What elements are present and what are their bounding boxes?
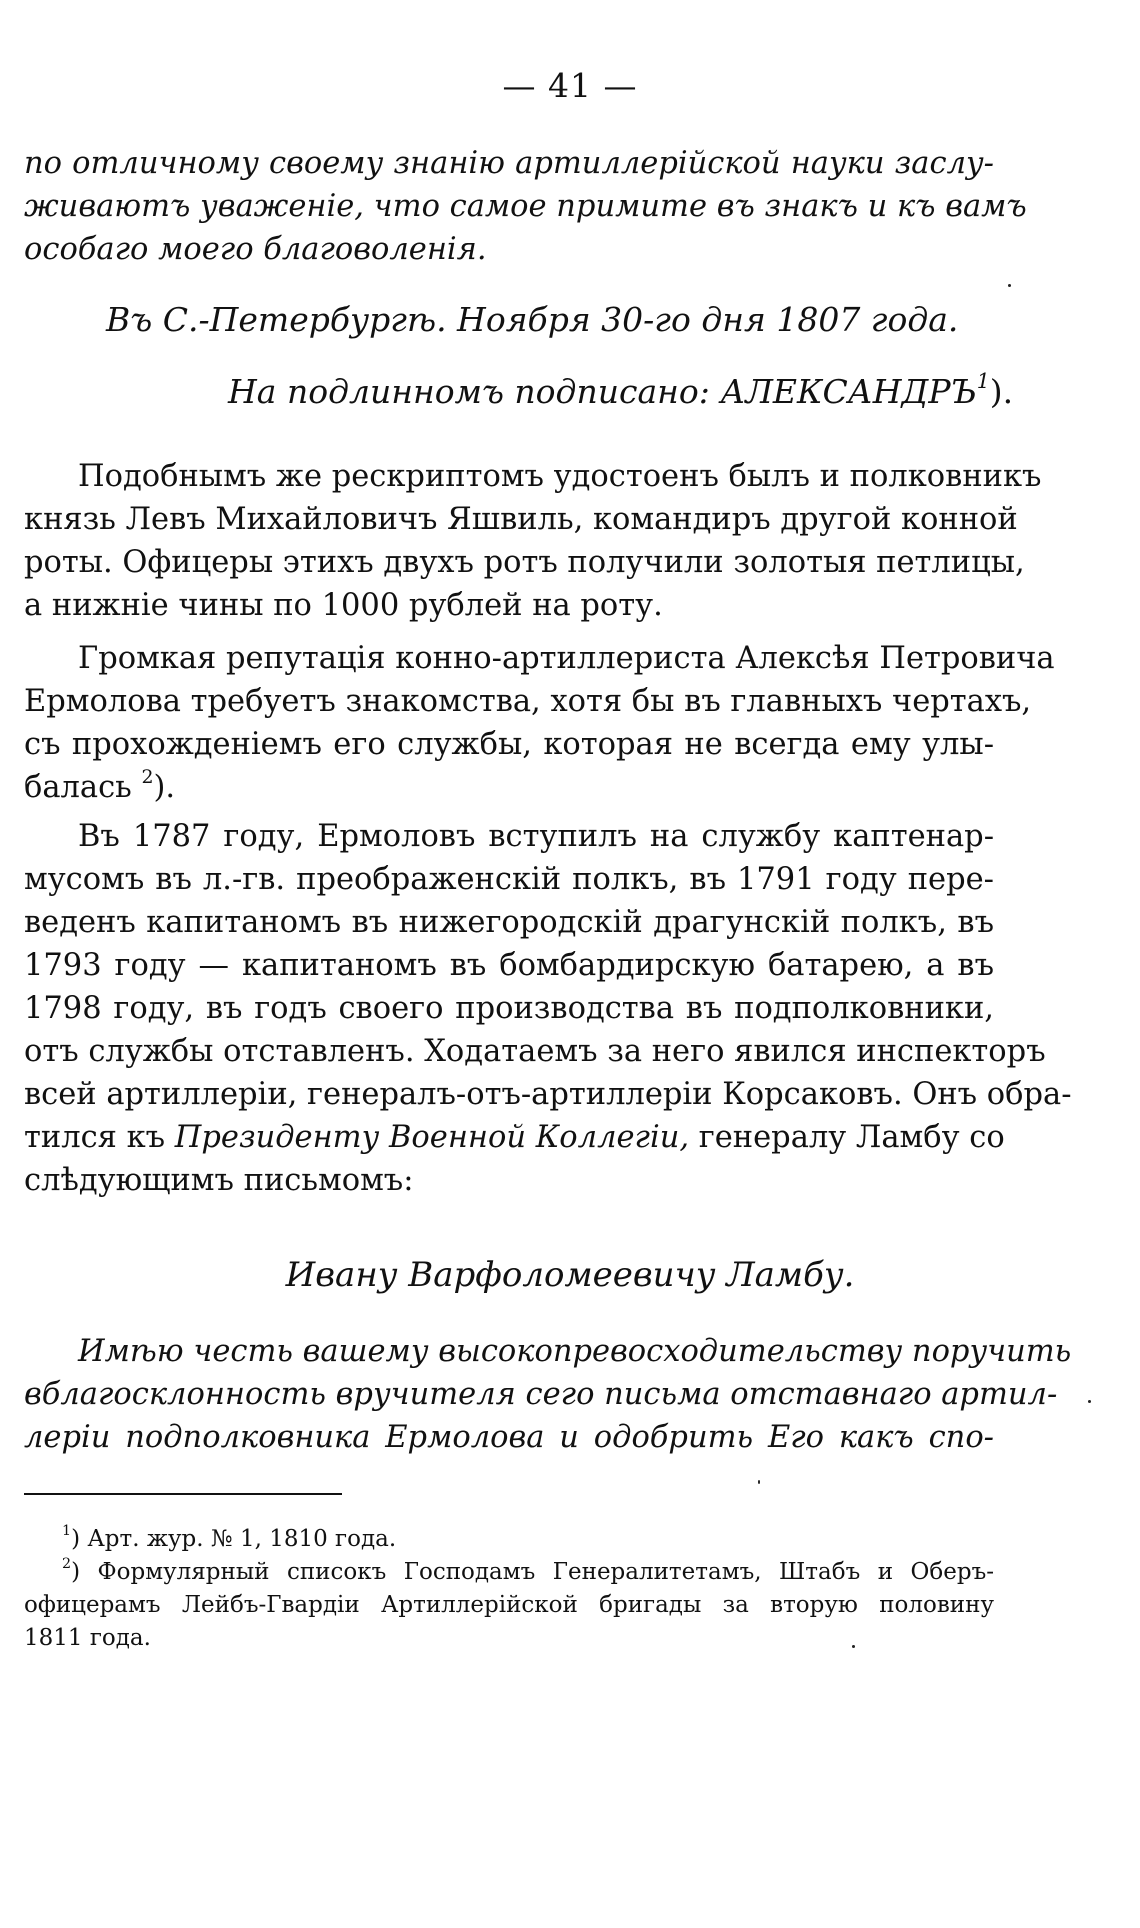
- paragraph-2: [24, 637, 1055, 809]
- letter-start: [24, 1330, 1072, 1459]
- text-fragment: генералу Ламбу со: [689, 1120, 1005, 1155]
- text-line: князь Левъ Михайловичъ Яшвиль, командиръ другой конной: [24, 502, 1018, 537]
- text-line: а нижніе чины по 1000 рублей на роту.: [24, 588, 663, 623]
- paragraph-1: [24, 455, 1042, 627]
- text-line: Громкая репутація конно-артиллериста Алексѣя Петровича: [78, 641, 1055, 676]
- footnote-ref: 2: [141, 766, 154, 789]
- text-line: [24, 766, 994, 809]
- signature-closing: ).: [989, 372, 1014, 411]
- footnote-2: [24, 1556, 994, 1589]
- text-fragment: балась: [24, 770, 132, 805]
- emphasis-text: Президенту Военной Коллегіи,: [174, 1120, 690, 1155]
- signature-text: На подлинномъ подписано: АЛЕКСАНДРЪ: [228, 372, 977, 411]
- text-line: леріи подполковника Ермолова и одобрить Его какъ спо-: [24, 1420, 994, 1455]
- text-line: Въ 1787 году, Ермоловъ вступилъ на службу каптенар-: [78, 819, 994, 854]
- text-line: слѣдующимъ письмомъ:: [24, 1163, 414, 1198]
- text-line: 1811 года.: [24, 1625, 151, 1651]
- footnote-1: [24, 1523, 994, 1556]
- text-line: вблагосклонность вручителя сего письма отставнаго артил-: [24, 1377, 1058, 1412]
- text-line: всей артиллеріи, генералъ-отъ-артиллеріи Корсаковъ. Онъ обра-: [24, 1077, 1072, 1112]
- text-line: веденъ капитаномъ въ нижегородскій драгунскій полкъ, въ: [24, 905, 994, 940]
- scan-speck: [1088, 1400, 1091, 1403]
- footnote-mark: 2: [62, 1556, 72, 1573]
- text-line: офицерамъ Лейбъ-Гвардіи Артиллерійской бригады за вторую половину: [24, 1592, 994, 1618]
- text-line: особаго моего благоволенія.: [24, 232, 487, 267]
- text-line: [24, 1116, 1005, 1159]
- text-line: живаютъ уваженіе, что самое примите въ знакъ и къ вамъ: [24, 189, 1027, 224]
- text-line: отъ службы отставленъ. Ходатаемъ за него явился инспекторъ: [24, 1034, 1046, 1069]
- letter-continuation: [24, 142, 1027, 271]
- signature-line: [228, 368, 1014, 411]
- text-line: 1793 году — капитаномъ въ бомбардирскую батарею, а въ: [24, 948, 994, 983]
- letter-address-heading: Ивану Варфоломеевичу Ламбу.: [285, 1255, 855, 1295]
- text-line: съ прохожденіемъ его службы, которая не всегда ему улы-: [24, 727, 994, 762]
- text-line: Подобнымъ же рескриптомъ удостоенъ былъ и полковникъ: [78, 459, 1042, 494]
- scan-speck: [758, 1480, 760, 1484]
- footnote-text: ) Арт. жур. № 1, 1810 года.: [71, 1526, 397, 1552]
- text-line: 1798 году, въ годъ своего производства въ подполковники,: [24, 991, 994, 1026]
- footnotes: [24, 1523, 994, 1655]
- paragraph-3: [24, 815, 1072, 1202]
- text-line: Имѣю честь вашему высокопревосходительству поручить: [78, 1334, 1072, 1369]
- footnote-ref: 1: [976, 368, 990, 393]
- text-fragment: тился къ: [24, 1120, 175, 1155]
- date-line: Въ С.-Петербургѣ. Ноября 30-го дня 1807 года.: [106, 300, 959, 339]
- scan-speck: [1008, 284, 1011, 287]
- text-line: по отличному своему знанію артиллерійской науки заслу-: [24, 146, 994, 181]
- text-line: Ермолова требуетъ знакомства, хотя бы въ главныхъ чертахъ,: [24, 684, 1032, 719]
- text-line: роты. Офицеры этихъ двухъ ротъ получили золотыя петлицы,: [24, 545, 1025, 580]
- text-fragment: ).: [153, 770, 176, 805]
- page-number: — 41 —: [502, 66, 638, 105]
- text-line: мусомъ въ л.-гв. преображенскій полкъ, въ 1791 году пере-: [24, 862, 994, 897]
- footnote-divider: [24, 1493, 342, 1495]
- footnote-mark: 1: [62, 1523, 72, 1540]
- scan-speck: [852, 1645, 855, 1648]
- footnote-text: ) Формулярный списокъ Господамъ Генералитетамъ, Штабъ и Оберъ-: [71, 1559, 994, 1585]
